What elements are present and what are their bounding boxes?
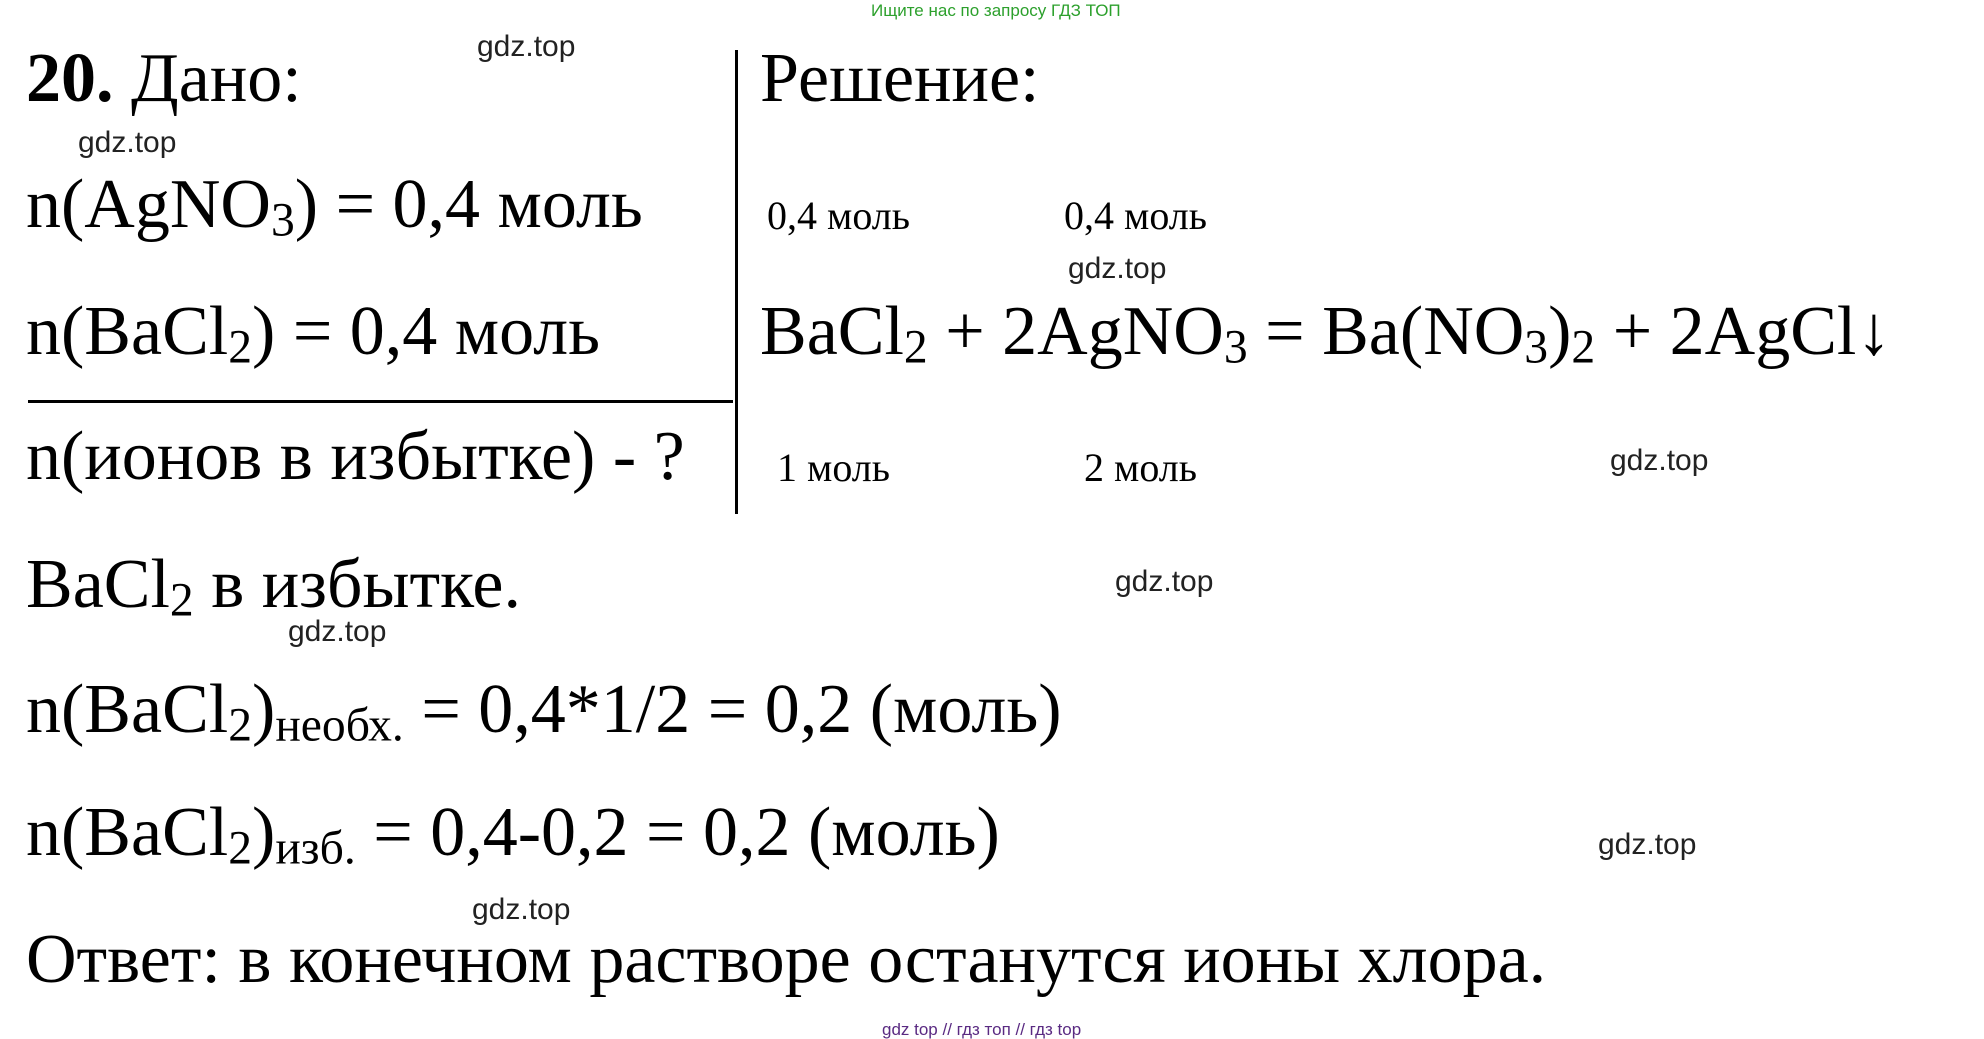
- needed-calculation: $n(BaCl_2)_{необх.} = 0,4*1/2 = 0,2$ (моль): [26, 671, 1062, 752]
- reaction-equation: BaCl$_2$ + 2AgNO$_3$ = $Ba(NO_3)_2$ + 2AgCl↓: [760, 293, 1892, 374]
- site-watermark: gdz.top: [477, 30, 576, 63]
- site-watermark: gdz.top: [1598, 828, 1697, 861]
- below-agno3-amount: 2 моль: [1084, 445, 1197, 490]
- site-watermark: gdz.top: [472, 893, 571, 926]
- given-title: Дано:: [131, 40, 302, 117]
- below-bacl2-amount: 1 моль: [777, 445, 890, 490]
- site-watermark: gdz.top: [1068, 252, 1167, 285]
- find-line: n(ионов в избытке) - ?: [26, 418, 685, 495]
- given-heading: [26, 40, 302, 117]
- bottom-banner-watermark: gdz top // гдз топ // гдз top: [882, 1020, 1082, 1039]
- site-watermark: gdz.top: [288, 615, 387, 648]
- given-divider: [28, 400, 733, 403]
- solution-title: Решение:: [760, 40, 1040, 117]
- problem-number: 20.: [26, 40, 114, 117]
- site-watermark: gdz.top: [1115, 565, 1214, 598]
- above-agno3-amount: 0,4 моль: [1064, 193, 1207, 238]
- given-agno3: n(AgNO$_3$) = 0,4 моль: [26, 166, 643, 247]
- top-banner-watermark: Ищите нас по запросу ГДЗ ТОП: [871, 1, 1121, 20]
- excess-statement: BaCl$_2$ в избытке.: [26, 546, 521, 627]
- given-bacl2: n(BaCl$_2$) = 0,4 моль: [26, 293, 601, 374]
- answer-line: Ответ: в конечном растворе останутся ионы хлора.: [26, 921, 1547, 998]
- surplus-calculation: $n(BaCl_2)_{изб.} = 0,4-0,2 = 0,2$ (моль): [26, 794, 1000, 875]
- site-watermark: gdz.top: [78, 126, 177, 159]
- above-bacl2-amount: 0,4 моль: [767, 193, 910, 238]
- site-watermark: gdz.top: [1610, 444, 1709, 477]
- solution-divider: [735, 50, 738, 514]
